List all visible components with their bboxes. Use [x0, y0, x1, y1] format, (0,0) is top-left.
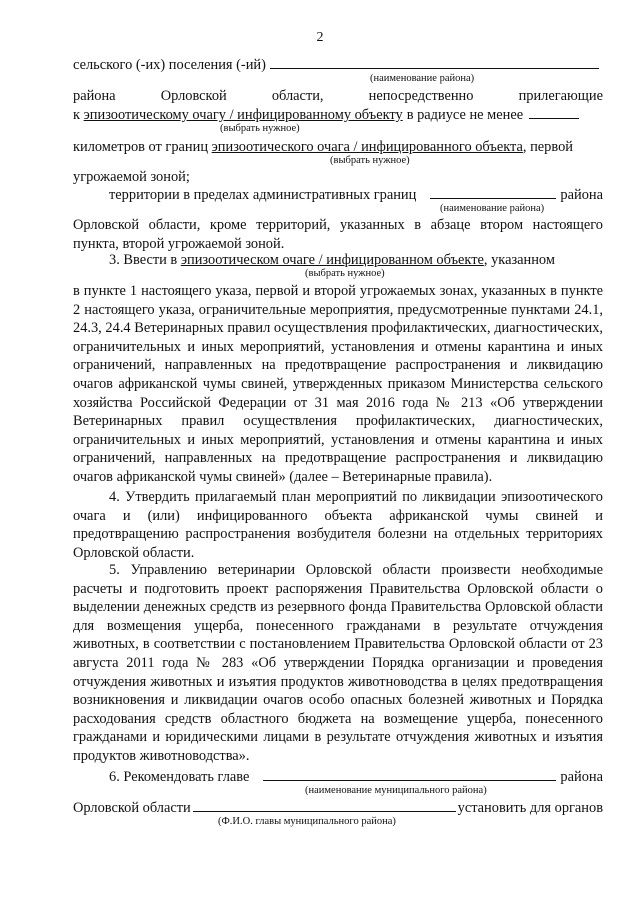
text: , указанном: [483, 252, 555, 268]
threat-zone-line: угрожаемой зоной;: [73, 169, 190, 185]
p3-head-line: [109, 252, 603, 269]
outbreak-choice-3[interactable]: эпизоотическом очаге / инфицированном объекте: [180, 252, 484, 268]
word: Орловской: [160, 88, 227, 104]
p6-line: [109, 768, 603, 786]
choose-caption-1: (выбрать нужное): [220, 123, 300, 134]
word: непосредственно: [368, 88, 474, 104]
word: области,: [271, 88, 324, 104]
page-number: 2: [316, 30, 324, 45]
text: 6. Рекомендовать главе: [109, 769, 250, 785]
p3-body: в пункте 1 настоящего указа, первой и второй угрожаемых зонах, указанных в пункте 2 настоящего указа, ограничительные мероприятия, предусмотренные пунктами 24.1, 24.3, 24.4 Ветеринарных правил осуществления профилактических, диагностических, ограничительных и иных мероприятий, установления и отмены карантина и иных ограничений, направленных на предотвращение распространения и ликвидацию очагов африканской чумы свиней, утвержденных приказом Министерства сельского хозяйства Российской Федерации от 31 мая 2016 года № 213 «Об утверждении Ветеринарных правил осуществления профилактических, диагностических, ограничительных и иных мероприятий, установления и отмены карантина и иных ограничений, направленных на предотвращение распространения и ликвидацию очагов африканской чумы свиней» (далее – Ветеринарные правила).: [73, 283, 603, 485]
choose-caption-2: (выбрать нужное): [330, 155, 410, 166]
p5-text: 5. Управлению ветеринарии Орловской области произвести необходимые расчеты и подготовить проект распоряжения Правительства Орловской области о выделении денежных средств из резервного фонда Правительства Орловской области для возмещения ущерба, понесенного гражданами в результате отчуждения животных, в соответствии с постановлением Правительства Орловской области от 23 августа 2011 года № 283 «Об утверждении Порядка организации и проведения отчуждения животных и изъятия продуктов животноводства в целях предотвращения возникновения и ликвидации очагов особо опасных болезней животных и Порядка расходования средств областного бюджета на возмещение ущерба, понесенного гражданами и юридическими лицами в результате отчуждения животных и изъятия продуктов животноводства».: [73, 562, 603, 764]
orel-paragraph: Орловской области, кроме территорий, указанных в абзаце втором настоящего пункта, второй угрожаемой зоной.: [73, 217, 603, 252]
text: Орловской области: [73, 800, 191, 816]
choose-caption-3: (выбрать нужное): [305, 268, 385, 279]
text: в радиусе не менее: [406, 107, 524, 123]
outbreak-choice-1[interactable]: эпизоотическому очагу / инфицированному объекту: [83, 107, 403, 123]
distance-line: [73, 139, 603, 156]
text: километров от границ: [73, 139, 212, 155]
outbreak-choice-2[interactable]: эпизоотического очага / инфицированного объекта: [211, 139, 523, 155]
p6b-line: [73, 799, 603, 817]
settlement-label: сельского (-их) поселения (-ий): [73, 57, 266, 73]
fio-caption: (Ф.И.О. главы муниципального района): [218, 816, 396, 827]
text: района: [560, 187, 603, 203]
p4-paragraph: [73, 488, 603, 562]
fio-blank[interactable]: [193, 799, 456, 812]
radius-line: [73, 106, 603, 124]
radius-blank[interactable]: [529, 106, 579, 119]
district-caption-2: (наименование района): [440, 203, 545, 214]
text: установить для органов: [457, 800, 603, 816]
text: территории в пределах административных границ: [109, 187, 417, 203]
text: района: [560, 769, 603, 785]
word: района: [73, 88, 116, 104]
district-caption-1: (наименование района): [370, 73, 475, 84]
p5-paragraph: [73, 561, 603, 766]
mun-district-blank[interactable]: [263, 768, 556, 781]
text: , первой: [522, 139, 573, 155]
mun-district-caption: (наименование муниципального района): [305, 785, 487, 796]
settlement-line: [73, 56, 603, 74]
settlement-blank[interactable]: [270, 56, 599, 69]
admin-border-line: [109, 186, 603, 204]
text: к: [73, 107, 80, 123]
text: 3. Ввести в: [109, 252, 181, 268]
p4-text: 4. Утвердить прилагаемый план мероприятий по ликвидации эпизоотического очага и (или) инфицированного объекта африканской чумы свиней и предотвращению распространения возбудителя болезни на отдельных территориях Орловской области.: [73, 489, 603, 561]
word: прилегающие: [518, 88, 603, 104]
district-line: [73, 88, 603, 105]
district-blank-2[interactable]: [430, 186, 556, 199]
